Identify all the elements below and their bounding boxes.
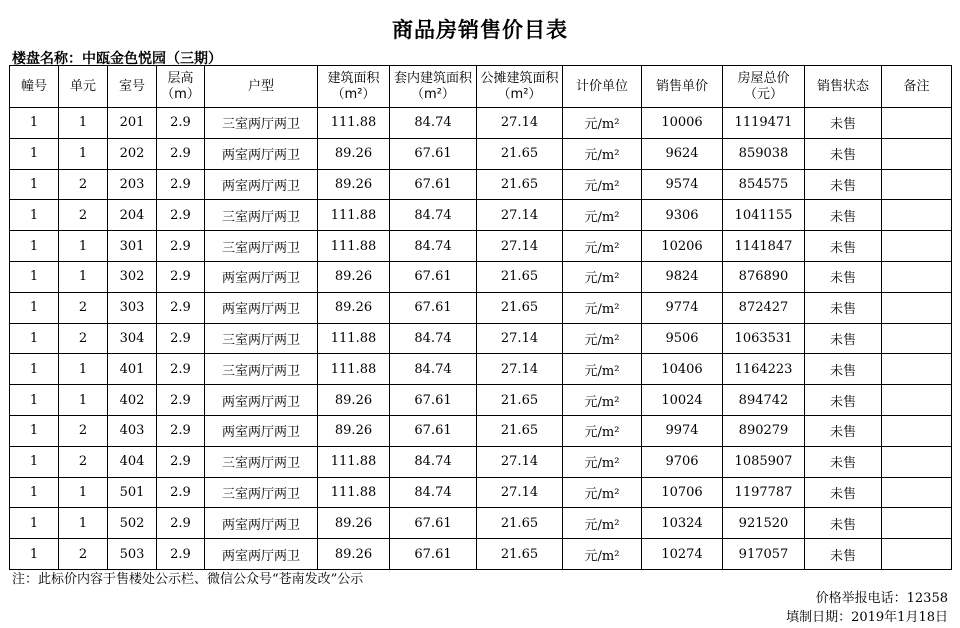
cell-gross-area: 89.26: [318, 385, 390, 416]
cell-room: 303: [108, 292, 157, 323]
cell-sale-status: 未售: [805, 108, 882, 139]
cell-sale-status: 未售: [805, 200, 882, 231]
cell-shared-area: 27.14: [477, 477, 563, 508]
cell-sale-status: 未售: [805, 138, 882, 169]
cell-layout: 两室两厅两卫: [205, 385, 318, 416]
price-table: [9, 65, 952, 570]
cell-price-unit: 元/m²: [563, 354, 642, 385]
cell-remarks: [882, 323, 952, 354]
cell-unit-price: 9574: [642, 169, 723, 200]
cell-unit: 1: [59, 385, 108, 416]
cell-inner-area: 67.61: [390, 261, 477, 292]
cell-room: 402: [108, 385, 157, 416]
cell-remarks: [882, 508, 952, 539]
cell-price-unit: 元/m²: [563, 508, 642, 539]
cell-building: 1: [10, 385, 59, 416]
cell-total-price: 1119471: [723, 108, 805, 139]
cell-building: 1: [10, 477, 59, 508]
cell-inner-area: 84.74: [390, 200, 477, 231]
cell-layout: 三室两厅两卫: [205, 477, 318, 508]
cell-shared-area: 21.65: [477, 385, 563, 416]
cell-sale-status: 未售: [805, 292, 882, 323]
cell-unit: 2: [59, 323, 108, 354]
cell-price-unit: 元/m²: [563, 108, 642, 139]
cell-building: 1: [10, 446, 59, 477]
cell-building: 1: [10, 292, 59, 323]
cell-inner-area: 84.74: [390, 323, 477, 354]
cell-shared-area: 21.65: [477, 292, 563, 323]
cell-price-unit: 元/m²: [563, 261, 642, 292]
cell-floor-height: 2.9: [157, 108, 205, 139]
cell-sale-status: 未售: [805, 354, 882, 385]
cell-price-unit: 元/m²: [563, 231, 642, 262]
cell-inner-area: 67.61: [390, 539, 477, 570]
table-row: [10, 539, 952, 570]
cell-total-price: 1141847: [723, 231, 805, 262]
col-header-inner-area: 套内建筑面积（m²）: [390, 66, 477, 108]
cell-unit: 1: [59, 477, 108, 508]
col-header-sale-status: 销售状态: [805, 66, 882, 108]
cell-sale-status: 未售: [805, 323, 882, 354]
cell-inner-area: 67.61: [390, 508, 477, 539]
cell-floor-height: 2.9: [157, 354, 205, 385]
cell-price-unit: 元/m²: [563, 446, 642, 477]
cell-sale-status: 未售: [805, 231, 882, 262]
fill-date: 填制日期：2019年1月18日: [786, 610, 948, 625]
cell-inner-area: 67.61: [390, 292, 477, 323]
cell-floor-height: 2.9: [157, 415, 205, 446]
col-header-gross-area: 建筑面积（m²）: [318, 66, 390, 108]
cell-layout: 三室两厅两卫: [205, 200, 318, 231]
cell-building: 1: [10, 231, 59, 262]
cell-building: 1: [10, 169, 59, 200]
cell-price-unit: 元/m²: [563, 539, 642, 570]
cell-gross-area: 89.26: [318, 292, 390, 323]
cell-layout: 两室两厅两卫: [205, 508, 318, 539]
col-header-remarks: 备注: [882, 66, 952, 108]
cell-shared-area: 21.65: [477, 415, 563, 446]
cell-shared-area: 27.14: [477, 323, 563, 354]
cell-remarks: [882, 200, 952, 231]
cell-building: 1: [10, 508, 59, 539]
cell-layout: 两室两厅两卫: [205, 138, 318, 169]
table-row: [10, 415, 952, 446]
cell-total-price: 894742: [723, 385, 805, 416]
col-header-layout: 户型: [205, 66, 318, 108]
cell-room: 401: [108, 354, 157, 385]
cell-unit-price: 9624: [642, 138, 723, 169]
cell-price-unit: 元/m²: [563, 138, 642, 169]
cell-shared-area: 21.65: [477, 169, 563, 200]
table-row: [10, 261, 952, 292]
cell-remarks: [882, 292, 952, 323]
col-header-unit-price: 销售单价: [642, 66, 723, 108]
cell-layout: 两室两厅两卫: [205, 539, 318, 570]
cell-gross-area: 111.88: [318, 323, 390, 354]
cell-unit: 2: [59, 200, 108, 231]
cell-room: 203: [108, 169, 157, 200]
cell-gross-area: 111.88: [318, 446, 390, 477]
cell-gross-area: 89.26: [318, 261, 390, 292]
cell-price-unit: 元/m²: [563, 292, 642, 323]
col-header-unit: 单元: [59, 66, 108, 108]
cell-gross-area: 111.88: [318, 477, 390, 508]
table-row: [10, 138, 952, 169]
table-row: [10, 200, 952, 231]
cell-shared-area: 21.65: [477, 539, 563, 570]
cell-gross-area: 89.26: [318, 508, 390, 539]
cell-layout: 两室两厅两卫: [205, 169, 318, 200]
cell-total-price: 1085907: [723, 446, 805, 477]
cell-gross-area: 89.26: [318, 539, 390, 570]
cell-total-price: 876890: [723, 261, 805, 292]
cell-unit: 1: [59, 108, 108, 139]
cell-remarks: [882, 385, 952, 416]
cell-shared-area: 21.65: [477, 261, 563, 292]
cell-unit: 1: [59, 508, 108, 539]
cell-inner-area: 84.74: [390, 108, 477, 139]
cell-layout: 三室两厅两卫: [205, 231, 318, 262]
cell-unit: 2: [59, 539, 108, 570]
cell-shared-area: 21.65: [477, 508, 563, 539]
cell-floor-height: 2.9: [157, 169, 205, 200]
cell-unit: 1: [59, 231, 108, 262]
cell-total-price: 921520: [723, 508, 805, 539]
col-header-building: 幢号: [10, 66, 59, 108]
table-row: [10, 108, 952, 139]
cell-remarks: [882, 261, 952, 292]
cell-building: 1: [10, 138, 59, 169]
table-row: [10, 169, 952, 200]
cell-floor-height: 2.9: [157, 508, 205, 539]
col-header-floor-height: 层高（m）: [157, 66, 205, 108]
table-row: [10, 323, 952, 354]
cell-room: 501: [108, 477, 157, 508]
cell-unit-price: 10206: [642, 231, 723, 262]
table-header-row: [10, 66, 952, 108]
cell-shared-area: 27.14: [477, 200, 563, 231]
cell-room: 403: [108, 415, 157, 446]
cell-unit-price: 10706: [642, 477, 723, 508]
cell-sale-status: 未售: [805, 415, 882, 446]
cell-building: 1: [10, 261, 59, 292]
cell-inner-area: 84.74: [390, 231, 477, 262]
cell-unit: 2: [59, 446, 108, 477]
cell-price-unit: 元/m²: [563, 169, 642, 200]
cell-remarks: [882, 108, 952, 139]
cell-sale-status: 未售: [805, 446, 882, 477]
cell-shared-area: 21.65: [477, 138, 563, 169]
cell-inner-area: 84.74: [390, 477, 477, 508]
cell-remarks: [882, 446, 952, 477]
cell-room: 404: [108, 446, 157, 477]
cell-remarks: [882, 138, 952, 169]
table-row: [10, 354, 952, 385]
cell-building: 1: [10, 539, 59, 570]
cell-unit: 1: [59, 261, 108, 292]
cell-total-price: 1164223: [723, 354, 805, 385]
cell-inner-area: 67.61: [390, 385, 477, 416]
cell-sale-status: 未售: [805, 261, 882, 292]
cell-gross-area: 111.88: [318, 354, 390, 385]
cell-total-price: 1063531: [723, 323, 805, 354]
cell-building: 1: [10, 354, 59, 385]
cell-shared-area: 27.14: [477, 108, 563, 139]
cell-room: 502: [108, 508, 157, 539]
cell-total-price: 917057: [723, 539, 805, 570]
cell-shared-area: 27.14: [477, 231, 563, 262]
cell-building: 1: [10, 415, 59, 446]
table-row: [10, 477, 952, 508]
cell-remarks: [882, 415, 952, 446]
cell-total-price: 1041155: [723, 200, 805, 231]
cell-layout: 三室两厅两卫: [205, 323, 318, 354]
cell-inner-area: 67.61: [390, 415, 477, 446]
cell-remarks: [882, 477, 952, 508]
col-header-price-unit: 计价单位: [563, 66, 642, 108]
cell-sale-status: 未售: [805, 539, 882, 570]
cell-total-price: 890279: [723, 415, 805, 446]
cell-unit: 2: [59, 415, 108, 446]
cell-unit-price: 9506: [642, 323, 723, 354]
cell-sale-status: 未售: [805, 477, 882, 508]
cell-room: 202: [108, 138, 157, 169]
footnote: 注：此标价内容于售楼处公示栏、微信公众号“苍南发改”公示: [12, 572, 364, 587]
cell-floor-height: 2.9: [157, 539, 205, 570]
cell-shared-area: 27.14: [477, 446, 563, 477]
cell-room: 304: [108, 323, 157, 354]
cell-unit-price: 10274: [642, 539, 723, 570]
cell-floor-height: 2.9: [157, 385, 205, 416]
col-header-room: 室号: [108, 66, 157, 108]
cell-unit: 1: [59, 138, 108, 169]
cell-remarks: [882, 231, 952, 262]
cell-layout: 三室两厅两卫: [205, 446, 318, 477]
cell-unit-price: 9306: [642, 200, 723, 231]
cell-gross-area: 111.88: [318, 200, 390, 231]
cell-gross-area: 89.26: [318, 138, 390, 169]
cell-unit-price: 9706: [642, 446, 723, 477]
cell-unit: 1: [59, 354, 108, 385]
cell-gross-area: 111.88: [318, 231, 390, 262]
cell-sale-status: 未售: [805, 169, 882, 200]
cell-room: 302: [108, 261, 157, 292]
cell-sale-status: 未售: [805, 508, 882, 539]
cell-remarks: [882, 354, 952, 385]
col-header-shared-area: 公摊建筑面积（m²）: [477, 66, 563, 108]
table-row: [10, 508, 952, 539]
cell-layout: 三室两厅两卫: [205, 354, 318, 385]
cell-remarks: [882, 539, 952, 570]
cell-unit-price: 10006: [642, 108, 723, 139]
cell-inner-area: 84.74: [390, 354, 477, 385]
cell-unit-price: 10406: [642, 354, 723, 385]
cell-inner-area: 84.74: [390, 446, 477, 477]
cell-total-price: 854575: [723, 169, 805, 200]
cell-layout: 两室两厅两卫: [205, 292, 318, 323]
cell-price-unit: 元/m²: [563, 200, 642, 231]
price-report-hotline: 价格举报电话：12358: [815, 591, 948, 606]
project-name: 楼盘名称：中瓯金色悦园（三期）: [12, 51, 222, 67]
cell-building: 1: [10, 108, 59, 139]
cell-unit-price: 9824: [642, 261, 723, 292]
col-header-total-price: 房屋总价（元）: [723, 66, 805, 108]
cell-price-unit: 元/m²: [563, 415, 642, 446]
cell-price-unit: 元/m²: [563, 477, 642, 508]
table-row: [10, 385, 952, 416]
cell-building: 1: [10, 200, 59, 231]
cell-room: 301: [108, 231, 157, 262]
cell-sale-status: 未售: [805, 385, 882, 416]
cell-building: 1: [10, 323, 59, 354]
cell-floor-height: 2.9: [157, 323, 205, 354]
cell-inner-area: 67.61: [390, 138, 477, 169]
cell-floor-height: 2.9: [157, 446, 205, 477]
cell-inner-area: 67.61: [390, 169, 477, 200]
cell-unit-price: 10324: [642, 508, 723, 539]
cell-total-price: 1197787: [723, 477, 805, 508]
table-row: [10, 446, 952, 477]
cell-floor-height: 2.9: [157, 292, 205, 323]
cell-floor-height: 2.9: [157, 261, 205, 292]
cell-layout: 三室两厅两卫: [205, 108, 318, 139]
cell-floor-height: 2.9: [157, 231, 205, 262]
cell-total-price: 859038: [723, 138, 805, 169]
cell-price-unit: 元/m²: [563, 323, 642, 354]
cell-layout: 两室两厅两卫: [205, 261, 318, 292]
cell-room: 201: [108, 108, 157, 139]
cell-gross-area: 89.26: [318, 169, 390, 200]
cell-price-unit: 元/m²: [563, 385, 642, 416]
cell-floor-height: 2.9: [157, 477, 205, 508]
table-row: [10, 231, 952, 262]
cell-room: 503: [108, 539, 157, 570]
cell-unit-price: 10024: [642, 385, 723, 416]
cell-room: 204: [108, 200, 157, 231]
document-title: 商品房销售价目表: [392, 18, 568, 42]
cell-unit: 2: [59, 169, 108, 200]
cell-layout: 两室两厅两卫: [205, 415, 318, 446]
cell-unit-price: 9774: [642, 292, 723, 323]
cell-unit: 2: [59, 292, 108, 323]
cell-unit-price: 9974: [642, 415, 723, 446]
cell-floor-height: 2.9: [157, 200, 205, 231]
cell-total-price: 872427: [723, 292, 805, 323]
cell-gross-area: 89.26: [318, 415, 390, 446]
cell-shared-area: 27.14: [477, 354, 563, 385]
table-row: [10, 292, 952, 323]
cell-gross-area: 111.88: [318, 108, 390, 139]
cell-floor-height: 2.9: [157, 138, 205, 169]
cell-remarks: [882, 169, 952, 200]
